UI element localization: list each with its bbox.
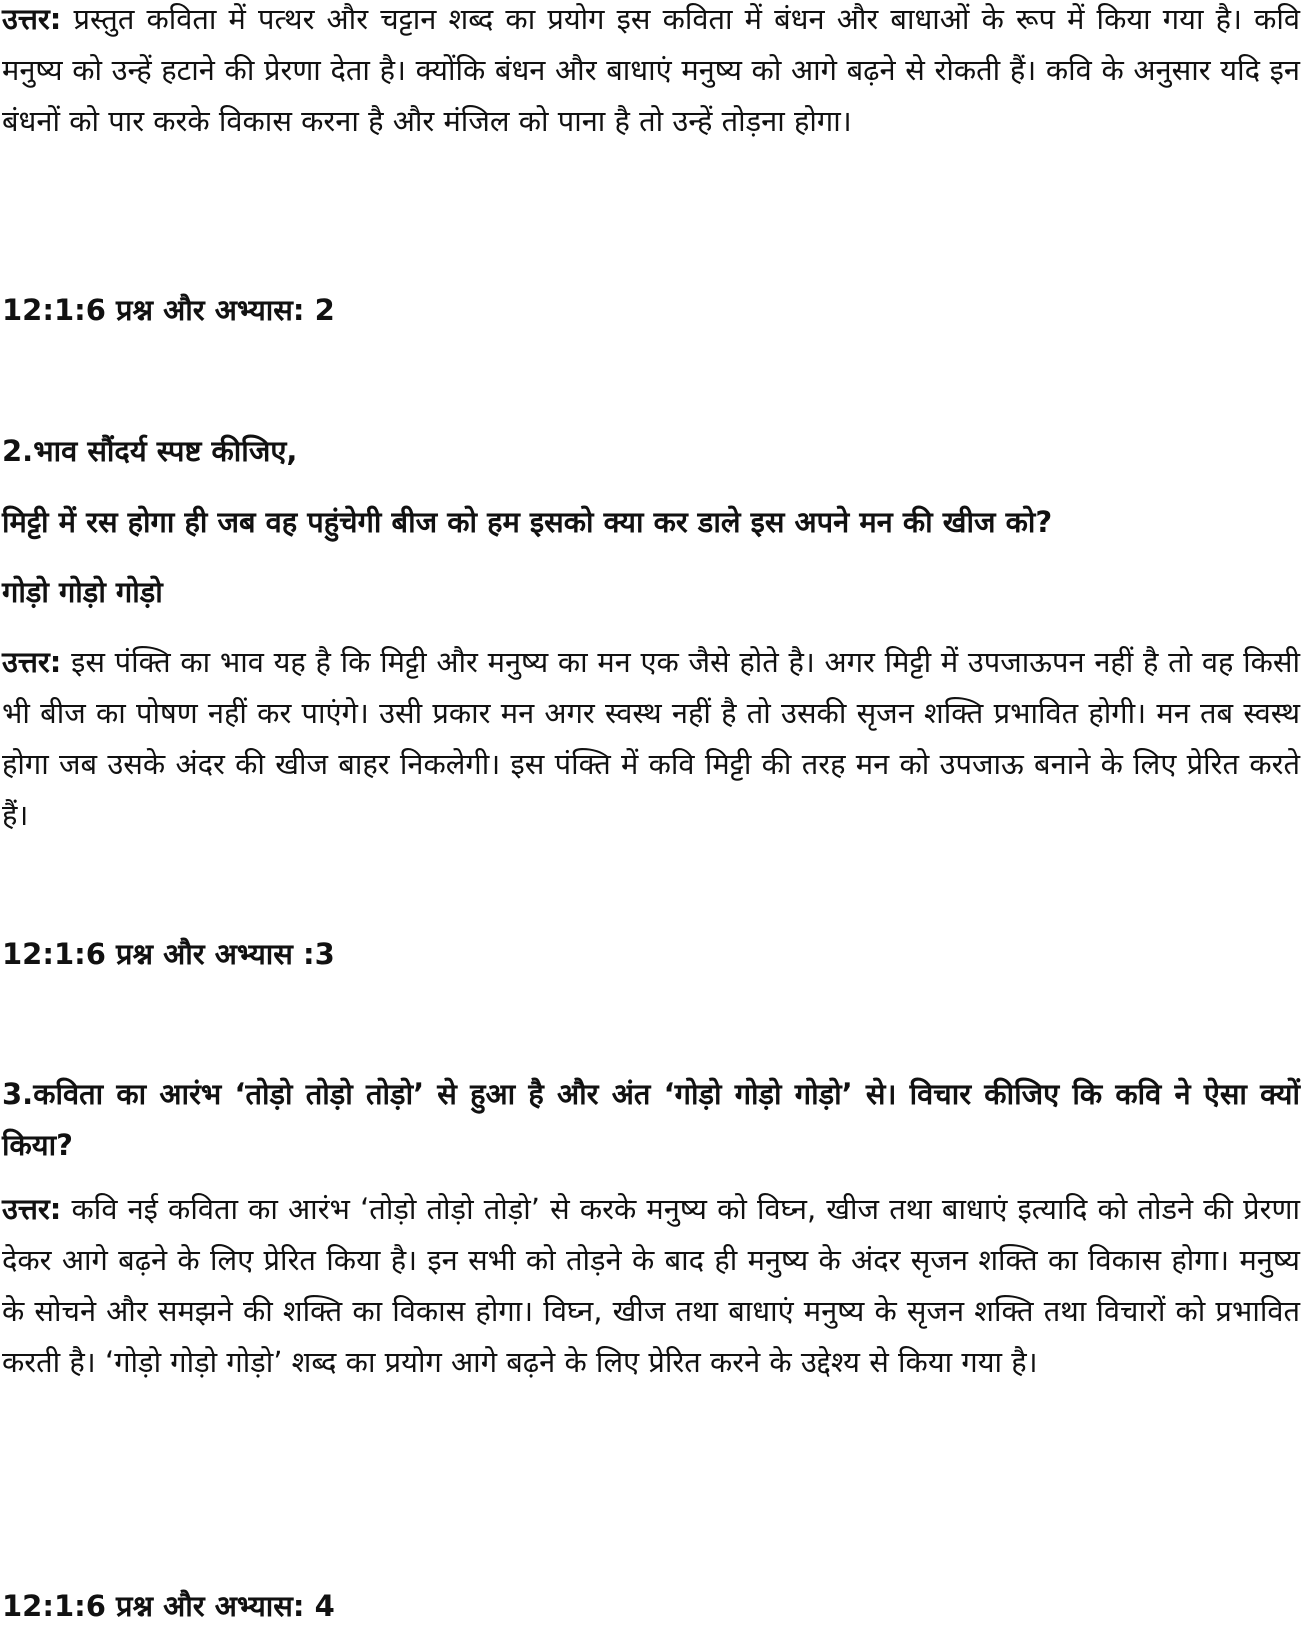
answer-text-2: इस पंक्ति का भाव यह है कि मिट्टी और मनुष्य का मन एक जैसे होते है। अगर मिट्टी में उपजाऊपन नहीं है तो वह किसी भी बीज का पोषण नहीं कर पाएंगे। उसी प्रकार मन अगर स्वस्थ नहीं है तो उसकी सृजन शक्ति प्रभावित होगी। मन तब स्वस्थ होगा जब उसके अंदर की खीज बाहर निकलेगी। इस पंक्ति में कवि मिट्टी की तरह मन को उपजाऊ बनाने के लिए प्रेरित करते हैं। bbox=[2, 645, 1300, 832]
question-2-line: मिट्टी में रस होगा ही जब वह पहुंचेगी बीज को हम इसको क्या कर डाले इस अपने मन की खीज को? bbox=[2, 505, 1053, 539]
answer-text-1: प्रस्तुत कविता में पत्थर और चट्टान शब्द का प्रयोग इस कविता में बंधन और बाधाओं के रूप में किया गया है। कवि मनुष्य को उन्हें हटाने की प्रेरणा देता है। क्योंकि बंधन और बाधाएं मनुष्य को आगे बढ़ने से रोकती हैं। कवि के अनुसार यदि इन बंधनों को पार करके विकास करना है और मंजिल को पाना है तो उन्हें तोड़ना होगा। bbox=[2, 2, 1300, 138]
answer-paragraph-3 bbox=[2, 1184, 1300, 1388]
answer-label: उत्तर: bbox=[2, 2, 62, 36]
question-2-line-2: गोड़ो गोड़ो गोड़ो bbox=[2, 575, 163, 609]
question-3: 3.कविता का आरंभ ‘तोड़ो तोड़ो तोड़ो’ से हुआ है और अंत ‘गोड़ो गोड़ो गोड़ो’ से। विचार कीजिए कि कवि ने ऐसा क्यों किया? bbox=[2, 1077, 1300, 1162]
answer-paragraph-2 bbox=[2, 637, 1300, 841]
answer-label: उत्तर: bbox=[2, 645, 62, 679]
answer-paragraph-1 bbox=[2, 0, 1300, 147]
section-heading-4: 12:1:6 प्रश्न और अभ्यास: 4 bbox=[2, 1589, 335, 1623]
answer-label: उत्तर: bbox=[2, 1192, 62, 1226]
section-heading-3: 12:1:6 प्रश्न और अभ्यास :3 bbox=[2, 937, 335, 971]
question-2-title: 2.भाव सौंदर्य स्पष्ट कीजिए, bbox=[2, 434, 298, 468]
section-heading-2: 12:1:6 प्रश्न और अभ्यास: 2 bbox=[2, 293, 335, 327]
answer-text-3: कवि नई कविता का आरंभ ‘तोड़ो तोड़ो तोड़ो’ से करके मनुष्य को विघ्न, खीज तथा बाधाएं इत्यादि को तोडने की प्रेरणा देकर आगे बढ़ने के लिए प्रेरित किया है। इन सभी को तोड़ने के बाद ही मनुष्य के अंदर सृजन शक्ति का विकास होगा। मनुष्य के सोचने और समझने की शक्ति का विकास होगा। विघ्न, खीज तथा बाधाएं मनुष्य के सृजन शक्ति तथा विचारों को प्रभावित करती है। ‘गोड़ो गोड़ो गोड़ो’ शब्द का प्रयोग आगे बढ़ने के लिए प्रेरित करने के उद्देश्य से किया गया है। bbox=[2, 1192, 1300, 1379]
